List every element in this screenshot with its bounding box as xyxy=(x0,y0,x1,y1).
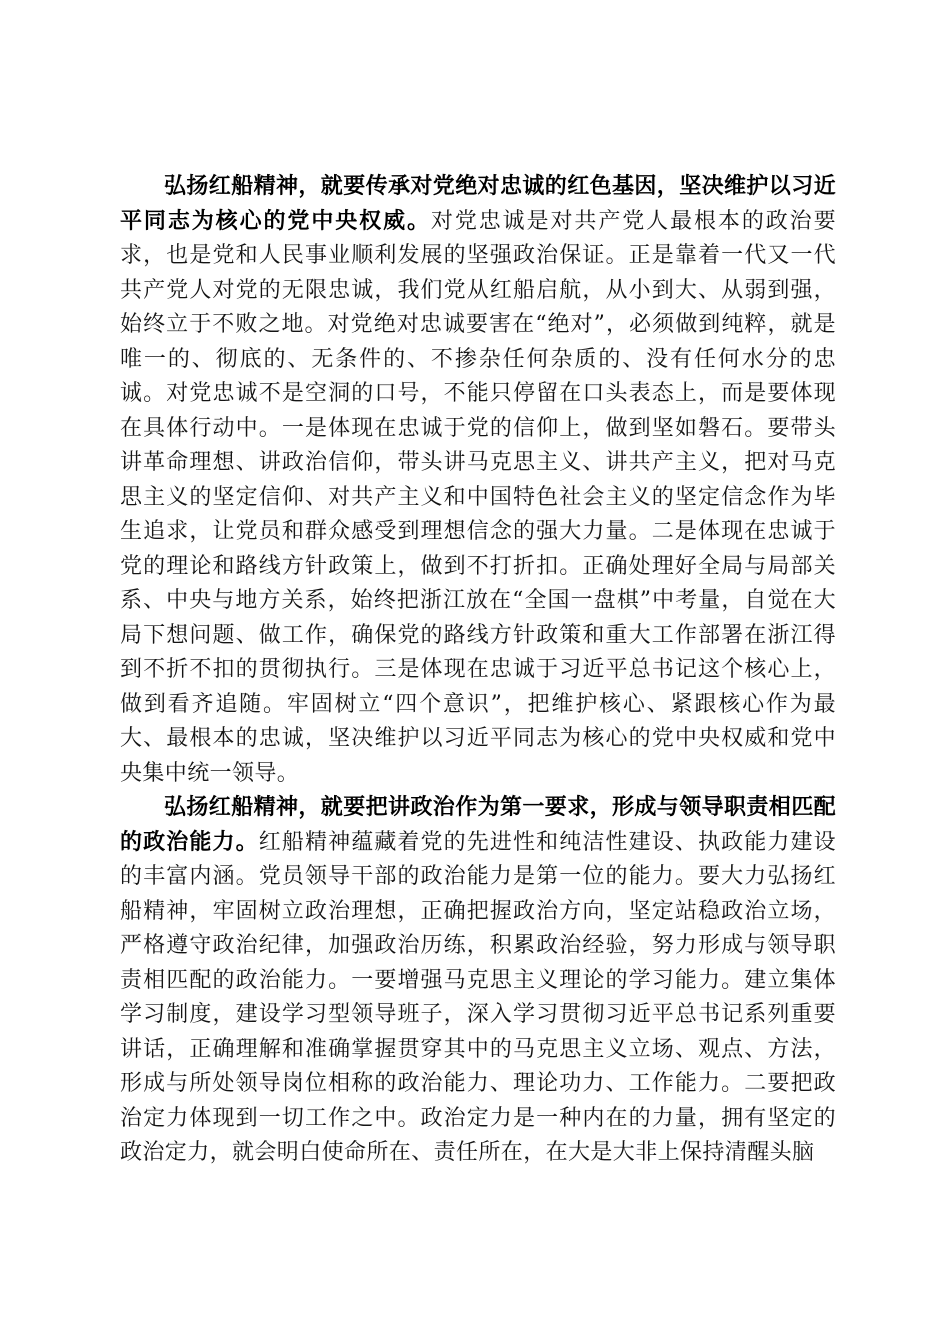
paragraph-loyalty xyxy=(120,170,836,791)
paragraph-lead-heading: 弘扬红船精神，就要把讲政治作为第一要求，形成与领导职责相匹配的政治能力。 xyxy=(120,795,837,855)
paragraph-body-text: 对党忠诚是对共产党人最根本的政治要求，也是党和人民事业顺利发展的坚强政治保证。正是靠着一代又一代共产党人对党的无限忠诚，我们党从红船启航，从小到大、从弱到强，始终立于不败之地。对党绝对忠诚要害在“绝对”，必须做到纯粹，就是唯一的、彻底的、无条件的、不掺杂任何杂质的、没有任何水分的忠诚。对党忠诚不是空洞的口号，不能只停留在口头表态上，而是要体现在具体行动中。一是体现在忠诚于党的信仰上，做到坚如磐石。要带头讲革命理想、讲政治信仰，带头讲马克思主义、讲共产主义，把对马克思主义的坚定信仰、对共产主义和中国特色社会主义的坚定信念作为毕生追求，让党员和群众感受到理想信念的强大力量。二是体现在忠诚于党的理论和路线方针政策上，做到不打折扣。正确处理好全局与局部关系、中央与地方关系，始终把浙江放在“全国一盘棋”中考量，自觉在大局下想问题、做工作，确保党的路线方针政策和重大工作部署在浙江得到不折不扣的贯彻执行。三是体现在忠诚于习近平总书记这个核心上，做到看齐追随。牢固树立“四个意识”，把维护核心、紧跟核心作为最大、最根本的忠诚，坚决维护以习近平同志为核心的党中央权威和党中央集中统一领导。 xyxy=(120,208,836,786)
paragraph-lead-heading: 弘扬红船精神，就要传承对党绝对忠诚的红色基因，坚决维护以习近平同志为核心的党中央权威。 xyxy=(120,174,837,234)
paragraph-politics xyxy=(120,791,836,1171)
paragraph-body-text: 红船精神蕴藏着党的先进性和纯洁性建设、执政能力建设的丰富内涵。党员领导干部的政治能力是第一位的能力。要大力弘扬红船精神，牢固树立政治理想，正确把握政治方向，坚定站稳政治立场，严格遵守政治纪律，加强政治历练，积累政治经验，努力形成与领导职责相匹配的政治能力。一要增强马克思主义理论的学习能力。建立集体学习制度，建设学习型领导班子，深入学习贯彻习近平总书记系列重要讲话，正确理解和准确掌握贯穿其中的马克思主义立场、观点、方法，形成与所处领导岗位相称的政治能力、理论功力、工作能力。二要把政治定力体现到一切工作之中。政治定力是一种内在的力量，拥有坚定的政治定力，就会明白使命所在、责任所在，在大是大非上保持清醒头脑 xyxy=(120,829,836,1165)
document-body xyxy=(120,170,836,1171)
